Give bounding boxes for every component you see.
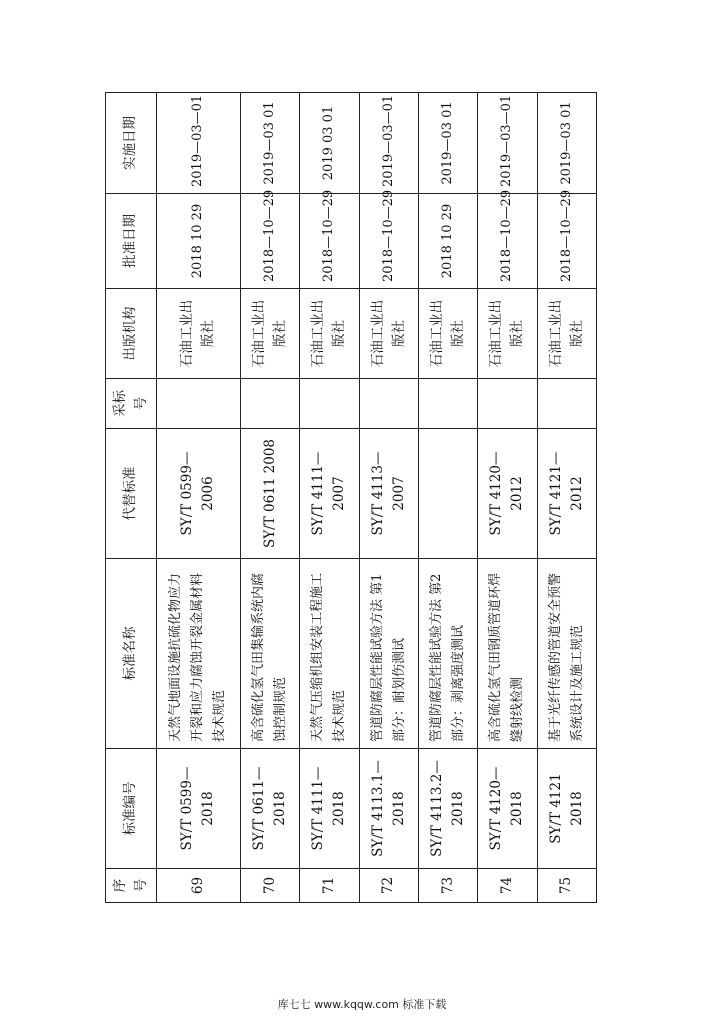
standard-name: 管道防腐层性能试验方法 第1部分：耐划伤测试	[359, 559, 418, 749]
replaced-standard: SY/T 4120—2012	[478, 429, 537, 559]
standard-code: SY/T 0599—2018	[156, 749, 240, 869]
table-row	[240, 93, 299, 903]
effective-date: 2019 03 01	[300, 93, 359, 194]
publisher: 石油工业出版社	[156, 289, 240, 379]
standards-table	[105, 92, 597, 903]
effective-date: 2019—03 01	[537, 93, 596, 194]
table-row	[478, 93, 537, 903]
standard-code: SY/T 4113.2—2018	[418, 749, 477, 869]
header-cell: 实施日期	[106, 93, 157, 194]
approval-date: 2018—10—29	[240, 194, 299, 289]
adoption-number	[478, 379, 537, 429]
approval-date: 2018 10 29	[156, 194, 240, 289]
row-number: 75	[537, 869, 596, 903]
replaced-standard: SY/T 0611 2008	[240, 429, 299, 559]
publisher: 石油工业出版社	[300, 289, 359, 379]
header-cell: 出版机构	[106, 289, 157, 379]
table-row	[418, 93, 477, 903]
standard-code: SY/T 4111—2018	[300, 749, 359, 869]
standards-table-container	[105, 93, 597, 903]
standard-code: SY/T 4120—2018	[478, 749, 537, 869]
site-footer: 库七七 www.kqqw.com 标准下载	[277, 998, 447, 1011]
standard-name: 高含硫化氢气田钢质管道环焊缝射线检测	[478, 559, 537, 749]
effective-date: 2019—03—01	[478, 93, 537, 194]
header-cell: 标准名称	[106, 559, 157, 749]
replaced-standard: SY/T 4121—2012	[537, 429, 596, 559]
adoption-number	[359, 379, 418, 429]
standard-code: SY/T 0611—2018	[240, 749, 299, 869]
adoption-number	[240, 379, 299, 429]
table-header-row	[106, 93, 157, 903]
approval-date: 2018 10 29	[418, 194, 477, 289]
replaced-standard: SY/T 0599—2006	[156, 429, 240, 559]
adoption-number	[418, 379, 477, 429]
standard-name: 天然气压缩机组安装工程施工技术规范	[300, 559, 359, 749]
row-number: 70	[240, 869, 299, 903]
publisher: 石油工业出版社	[478, 289, 537, 379]
replaced-standard: SY/T 4111—2007	[300, 429, 359, 559]
publisher: 石油工业出版社	[418, 289, 477, 379]
adoption-number	[156, 379, 240, 429]
approval-date: 2018—10—29	[359, 194, 418, 289]
table-row	[537, 93, 596, 903]
publisher: 石油工业出版社	[537, 289, 596, 379]
standard-name: 天然气地面设施抗硫化物应力开裂和应力腐蚀开裂金属材料技术规范	[156, 559, 240, 749]
header-cell: 标准编号	[106, 749, 157, 869]
adoption-number	[300, 379, 359, 429]
standard-name: 高含硫化氢气田集输系统内腐蚀控制规范	[240, 559, 299, 749]
table-row	[359, 93, 418, 903]
table-row	[156, 93, 240, 903]
effective-date: 2019—03—01	[359, 93, 418, 194]
adoption-number	[537, 379, 596, 429]
effective-date: 2019—03 01	[418, 93, 477, 194]
header-cell: 序号	[106, 869, 157, 903]
approval-date: 2018—10—29	[537, 194, 596, 289]
approval-date: 2018—10—29	[300, 194, 359, 289]
rotated-table	[105, 93, 597, 903]
standard-code: SY/T 4121 2018	[537, 749, 596, 869]
row-number: 71	[300, 869, 359, 903]
row-number: 69	[156, 869, 240, 903]
effective-date: 2019—03—01	[156, 93, 240, 194]
approval-date: 2018—10—29	[478, 194, 537, 289]
standard-name: 基于光纤传感的管道安全预警系统设计及施工规范	[537, 559, 596, 749]
table-row	[300, 93, 359, 903]
header-cell: 代替标准	[106, 429, 157, 559]
publisher: 石油工业出版社	[240, 289, 299, 379]
row-number: 73	[418, 869, 477, 903]
replaced-standard	[418, 429, 477, 559]
standard-code: SY/T 4113.1—2018	[359, 749, 418, 869]
publisher: 石油工业出版社	[359, 289, 418, 379]
header-cell: 批准日期	[106, 194, 157, 289]
header-cell: 采标号	[106, 379, 157, 429]
replaced-standard: SY/T 4113—2007	[359, 429, 418, 559]
standard-name: 管道防腐层性能试验方法 第2部分：剥离强度测试	[418, 559, 477, 749]
row-number: 74	[478, 869, 537, 903]
row-number: 72	[359, 869, 418, 903]
effective-date: 2019—03 01	[240, 93, 299, 194]
